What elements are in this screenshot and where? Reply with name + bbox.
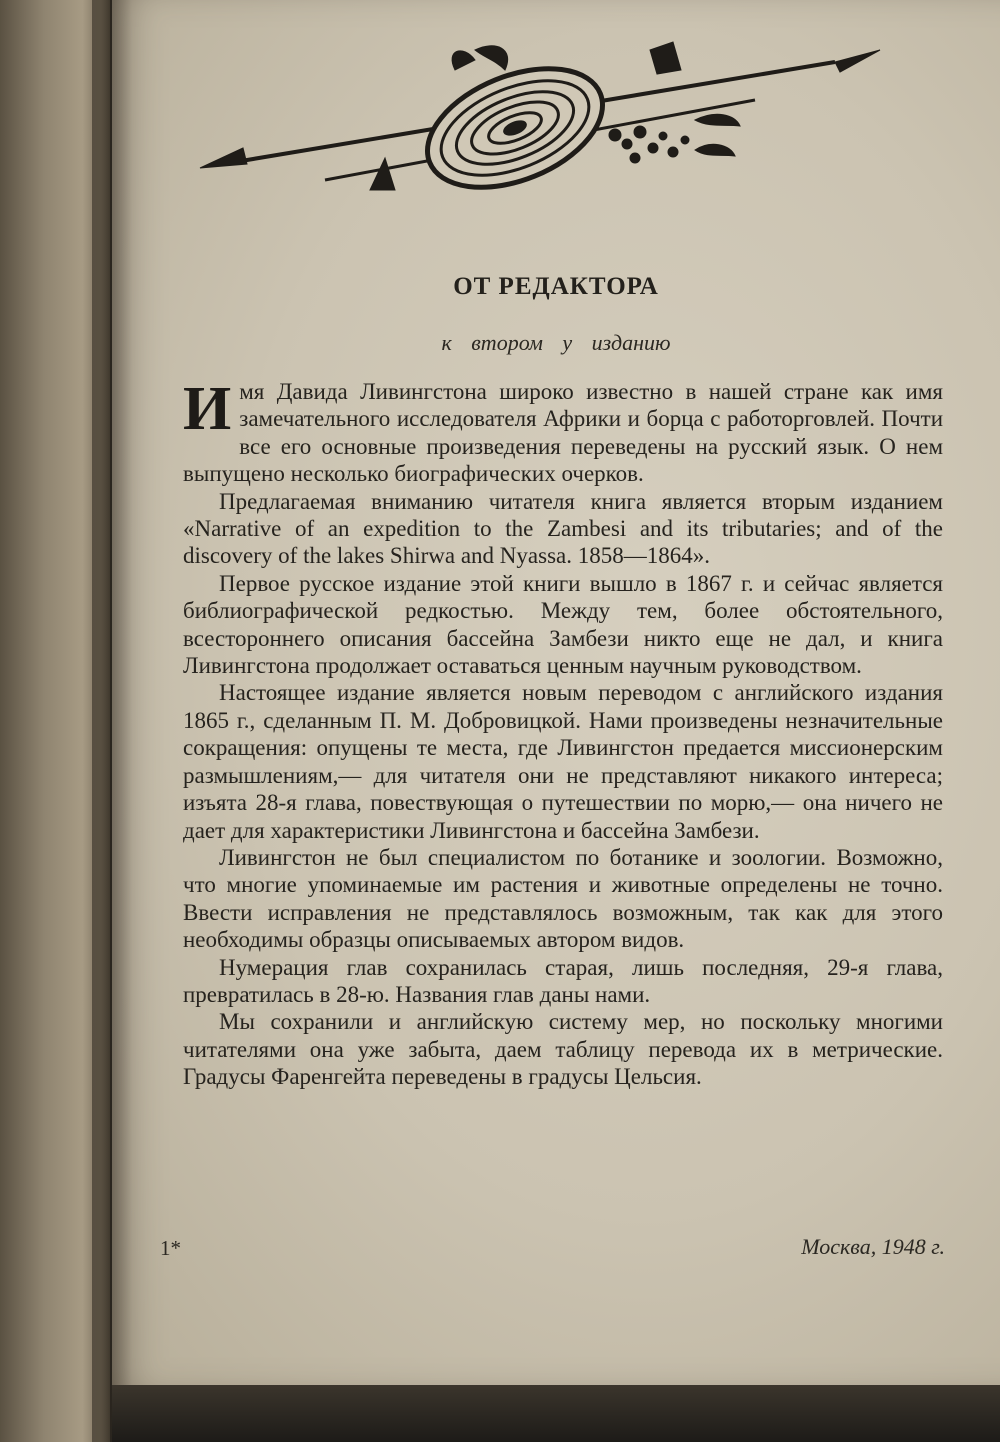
paragraph-2: Предлагаемая вниманию читателя книга является вторым изданием «Narrative of an expedition to the Zambesi and its tributaries; and of the discovery of the lakes Shirwa and Nyassa. 1858—1864». <box>183 488 943 569</box>
paragraph-3: Первое русское издание этой книги вышло в 1867 г. и сейчас является библиографической редкостью. Между тем, более обстоятельного, всестороннего описания бассейна Замбези никто еще не дал, и книга Ливингстона продолжает оставаться ценным научным руководством. <box>183 570 943 679</box>
paragraph-1-text: мя Давида Ливингстона широко известно в нашей стране как имя замечательного исследователя Африки и борца с работорговлей. Почти все его основные произведения переведены на русский язык. О нем выпущено несколько биографических очерков. <box>183 379 943 487</box>
page-subtitle: к втором у изданию <box>441 330 671 355</box>
paragraph-4: Настоящее издание является новым переводом с английского издания 1865 г., сделанным П. М. Добровицкой. Нами произведены незначительные сокращения: опущены те места, где Ливингстон предается миссионерским размышлениям,— для читателя они не представляют никакого интереса; изъята 28-я глава, повествующая о путешествии по морю,— она ничего не дает для характеристики Ливингстона и бассейна Замбези. <box>183 680 943 843</box>
page-gutter-shadow <box>92 0 132 1442</box>
page-title: ОТ РЕДАКТОРА <box>453 273 659 300</box>
paragraph-5: Ливингстон не был специалистом по ботанике и зоологии. Возможно, что многие упоминаемые им растения и животные определены не точно. Ввести исправления не представлялось возможным, так как для этого необходимы образцы описываемых автором видов. <box>183 844 943 953</box>
paragraph-1 <box>183 375 943 488</box>
page-bottom-shadow <box>112 1385 1000 1442</box>
drop-cap: И <box>183 375 232 443</box>
place-date: Москва, 1948 г. <box>801 1234 945 1259</box>
signature-mark: 1* <box>160 1236 181 1260</box>
spear-shield-ornament-icon <box>195 40 885 200</box>
paragraph-6: Нумерация глав сохранилась старая, лишь последняя, 29-я глава, превратилась в 28-ю. Названия глав даны нами. <box>183 954 943 1007</box>
body-text <box>183 375 943 1091</box>
paragraph-7: Мы сохранили и английскую систему мер, но поскольку многими читателями она уже забыта, даем таблицу перевода их в метрические. Градусы Фаренгейта переведены в градусы Цельсия. <box>183 1009 943 1090</box>
